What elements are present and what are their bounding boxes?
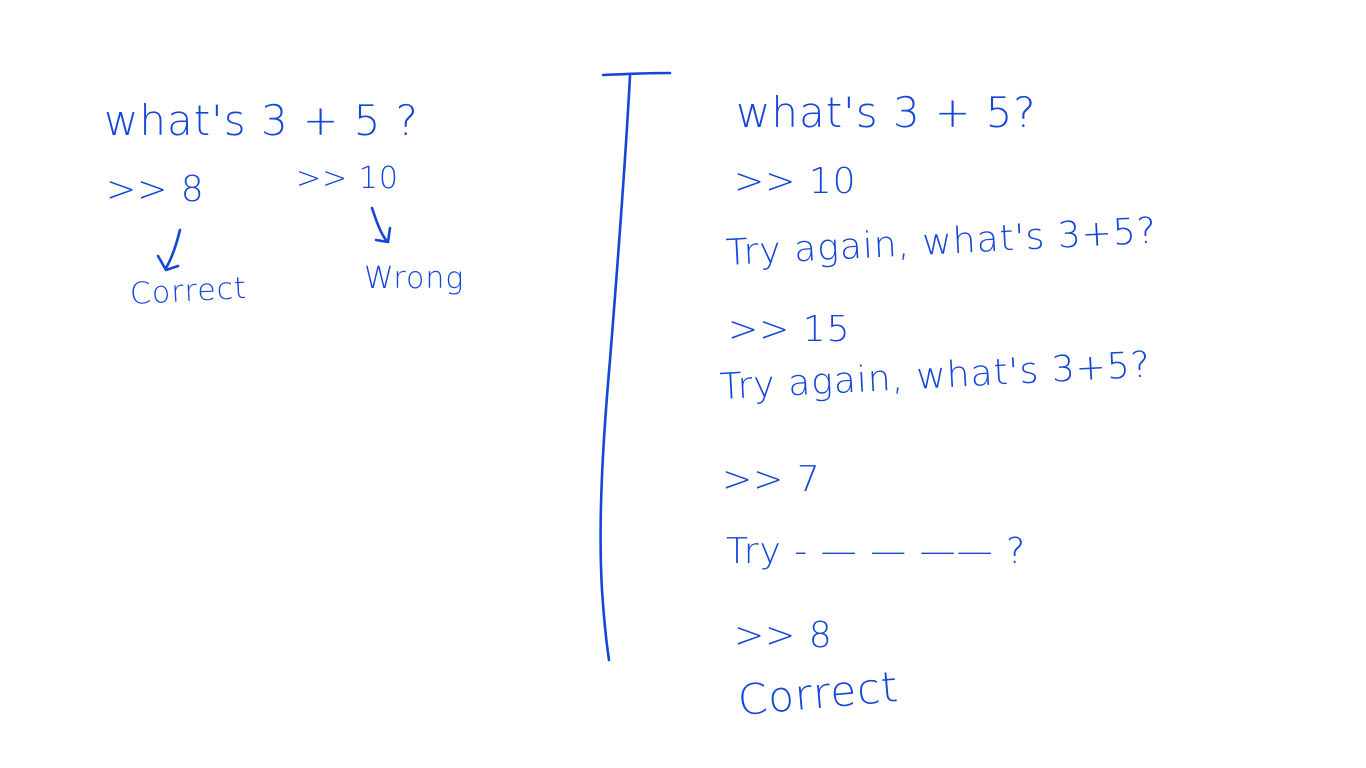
right-line-question: what's 3 + 5? [736,88,1037,137]
left-answer-correct: >> 8 [106,169,205,210]
arrow-to-correct [166,230,180,268]
right-line-answer-3: >> 7 [722,459,821,500]
left-verdict-correct: Correct [129,270,248,312]
right-line-answer-1: >> 10 [734,161,857,202]
left-verdict-wrong: Wrong [364,261,465,296]
divider-vertical [601,76,630,660]
right-line-answer-4: >> 8 [734,615,833,656]
left-question: what's 3 + 5 ? [104,96,419,145]
right-line-correct: Correct [735,662,901,725]
right-line-answer-2: >> 15 [728,309,851,350]
left-answer-wrong: >> 10 [296,161,399,196]
arrow-to-wrong [372,208,386,240]
right-line-retry-1: Try again, what's 3+5? [724,210,1158,274]
divider-top-bar [603,73,670,75]
right-line-retry-2: Try again, what's 3+5? [718,344,1152,408]
right-line-retry-3: Try - — — —— ? [726,531,1027,572]
